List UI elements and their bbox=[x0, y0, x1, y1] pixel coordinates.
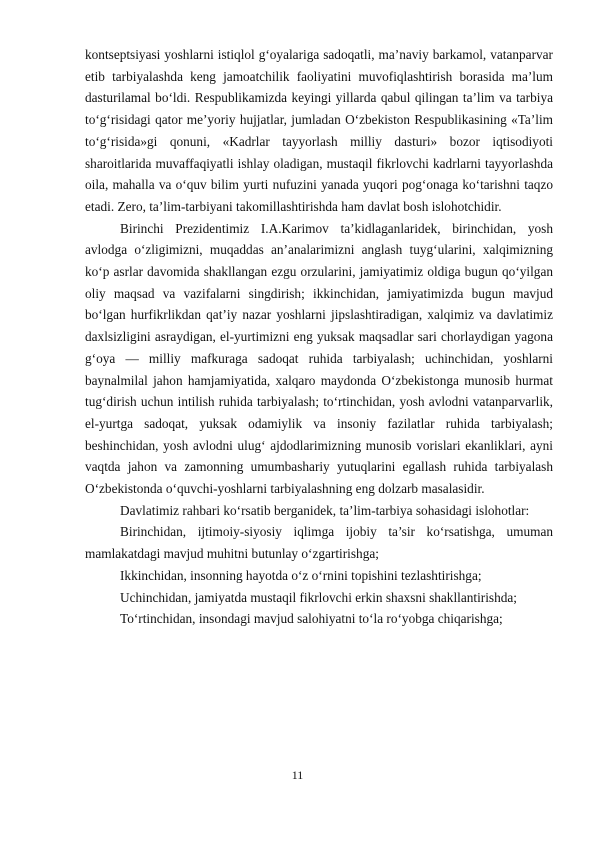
paragraph-2: Birinchi Prezidentimiz I.A.Karimov ta’kidlaganlaridek, birinchidan, yosh avlodga o‘zligimizni, muqaddas an’analarimizni anglash tuyg‘ularini, xalqimizning ko‘p asrlar davomida shakllangan ezgu orzularini, jamiyatimiz oldiga bugun qo‘yilgan oliy maqsad va vazifalarni singdirish; ikkinchidan, jamiyatimizda bugun mavjud bo‘lgan hurfikrlikdan qat’iy nazar yoshlarni jipslashtiradigan, xalqimiz va davlatimiz daxlsizligini asraydigan, el-yurtimizni eng yuksak maqsadlar sari chorlaydigan yagona g‘oya — milliy mafkuraga sadoqat ruhida tarbiyalash; uchinchidan, yoshlarni baynalmilal jahon hamjamiyatida, xalqaro maydonda O‘zbekistonga munosib hurmat tug‘dirish uchun intilish ruhida tarbiyalash; to‘rtinchidan, yosh avlodni vatanparvarlik, el-yurtga sadoqat, yuksak odamiylik va insoniy fazilatlar ruhida tarbiyalash; beshinchidan, yosh avlodni ulug‘ ajdodlarimizning munosib vorislari ekanliklari, ayni vaqtda jahon va zamonning umumbashariy yutuqlarini egallash ruhida tarbiyalash O‘zbekistonda o‘quvchi-yoshlarni tarbiyalashning eng dolzarb masalasidir. bbox=[85, 220, 553, 497]
paragraph-3: Davlatimiz rahbari ko‘rsatib berganidek, ta’lim-tarbiya sohasidagi islohotlar: bbox=[120, 502, 530, 518]
paragraph-4: Birinchidan, ijtimoiy-siyosiy iqlimga ijobiy ta’sir ko‘rsatishga, umuman mamlakatdagi mavjud muhitni butunlay o‘zgartirishga; bbox=[85, 524, 553, 562]
page-number: 11 bbox=[291, 768, 304, 782]
paragraph-1: kontseptsiyasi yoshlarni istiqlol g‘oyalariga sadoqatli, ma’naviy barkamol, vatanparvar etib tarbiyalashda keng jamoatchilik faoliyatini muvofiqlashtirish borasida ma’lum dasturilamal bo‘ldi. Respublikamizda keyingi yillarda qabul qilingan ta’lim va tarbiya to‘g‘risidagi qator me’yoriy hujjatlar, jumladan O‘zbekiston Respublikasining «Ta’lim to‘g‘risida»gi qonuni, «Kadrlar tayyorlash milliy dasturi» bozor iqtisodiyoti sharoitlarida muvaffaqiyatli ishlay oladigan, mustaqil fikrlovchi kadrlarni tayyorlashda oila, mahalla va o‘quv bilim yurti nufuzini yanada yuqori pog‘onaga ko‘tarishni taqzo etadi. Zero, ta’lim-tarbiyani takomillashtirishda ham davlat bosh islohotchidir. bbox=[85, 47, 553, 214]
paragraph-7: To‘rtinchidan, insondagi mavjud salohiyatni to‘la ro‘yobga chiqarishga; bbox=[120, 611, 503, 627]
paragraph-6: Uchinchidan, jamiyatda mustaqil fikrlovchi erkin shaxsni shakllantirishda; bbox=[120, 589, 517, 605]
paragraph-5: Ikkinchidan, insonning hayotda o‘z o‘rnini topishini tezlashtirishga; bbox=[120, 567, 482, 583]
document-body bbox=[85, 44, 553, 630]
